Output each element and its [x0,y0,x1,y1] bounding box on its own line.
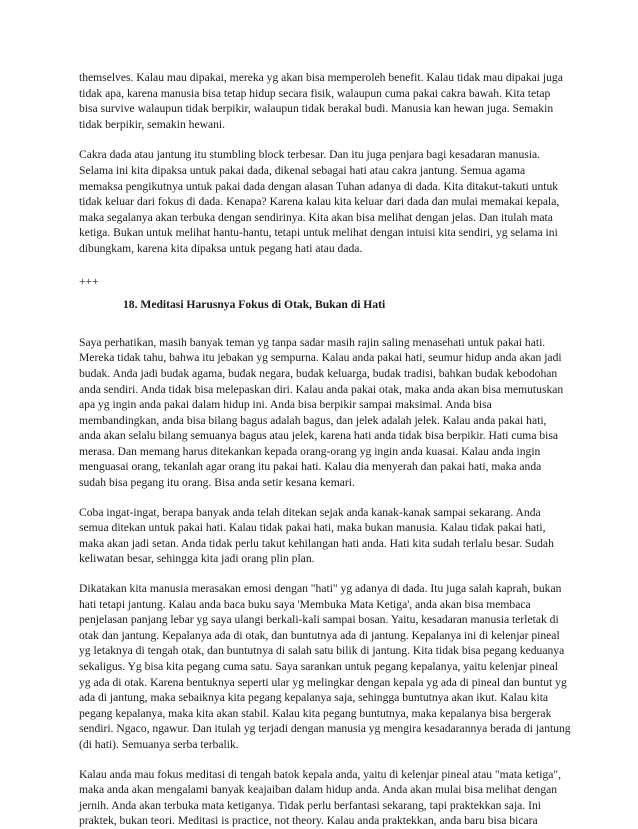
paragraph-kalau-anda-mau: Kalau anda mau fokus meditasi di tengah batok kepala anda, yaitu di kelenjar pineal atau "mata ketiga", maka anda akan mengalami banyak keajaiban dalam hidup anda. Anda akan mulai bisa melihat dengan jernih. Anda akan terbuka mata ketiganya. Tidak perlu berfantasi sekarang, tapi praktekkan saja. Ini praktek, bukan teori. Meditasi is practice, not theory. Kalau anda praktekkan, anda baru bisa bicara [79,767,562,828]
section-heading: 18. Meditasi Harusnya Fokus di Otak, Bukan di Hati [123,298,386,312]
paragraph-dikatakan: Dikatakan kita manusia merasakan emosi dengan "hati" yg adanya di dada. Itu juga salah kaprah, bukan hati tetapi jantung. Kalau anda baca buku saya 'Membuka Mata Ketiga', anda akan bisa membaca penjelasan panjang lebar yg saya ulangi berkali-kali sampai bosan. Yaitu, kesadaran manusia terletak di otak dan jantung. Kepalanya ada di otak, dan buntutnya ada di jantung. Kepalanya ini di kelenjar pineal yg letaknya di tengah otak, dan buntutnya di salah satu bilik di jantung. Kita tidak bisa pegang keduanya sekaligus. Yg bisa kita pegang cuma satu. Saya sarankan untuk pegang kepalanya, yaitu kelenjar pineal yg ada di otak. Karena bentuknya seperti ular yg melingkar dengan kepala yg ada di pineal dan buntut yg ada di jantung, maka sebaiknya kita pegang kepalanya saja, sehingga buntutnya akan ikut. Kalau kita pegang kepalanya, maka kita akan stabil. Kalau kita pegang buntutnya, maka kepalanya bisa bergerak sendiri. Ngaco, ngawur. Dan itulah yg terjadi dengan manusia yg mengira kesadarannya berada di jantung (di hati). Semuanya serba terbalik. [79,582,571,751]
document-page [79,70,571,829]
section-separator: +++ [79,274,99,288]
paragraph-coba-ingat: Coba ingat-ingat, berapa banyak anda telah ditekan sejak anda kanak-kanak sampai sekarang. Anda semua ditekan untuk pakai hati. Kalau tidak pakai hati, maka bukan manusia. Kalau tidak pakai hati, maka akan jadi setan. Anda tidak perlu takut kehilangan hati anda. Hati kita sudah terlalu besar. Sudah keliwatan besar, sehingga kita jadi orang plin plan. [79,505,554,566]
paragraph-cakra-dada: Cakra dada atau jantung itu stumbling block terbesar. Dan itu juga penjara bagi kesadaran manusia. Selama ini kita dipaksa untuk pakai dada, dikenal sebagai hati atau cakra jantung. Semua agama memaksa pengikutnya untuk pakai dada dengan alasan Tuhan adanya di dada. Kita ditakut-takuti untuk tidak keluar dari fokus di dada. Kenapa? Karena kalau kita keluar dari dada dan mulai memakai kepala, maka segalanya akan terbuka dengan sendirinya. Kita akan bisa melihat dengan jelas. Dan itulah mata ketiga. Bukan untuk melihat hantu-hantu, tetapi untuk melihat dengan intuisi kita sendiri, yg selama ini dibungkam, karena kita dipaksa untuk pegang hati atau dada. [79,148,560,255]
paragraph-themselves: themselves. Kalau mau dipakai, mereka yg akan bisa memperoleh benefit. Kalau tidak mau dipakai juga tidak apa, karena manusia bisa tetap hidup secara fisik, walaupun cuma pakai cakra bawah. Kita tetap bisa survive walaupun tidak berpikir, walaupun tidak berakal budi. Manusia kan hewan juga. Semakin tidak berpikir, semakin hewani. [79,71,563,131]
paragraph-saya-perhatikan: Saya perhatikan, masih banyak teman yg tanpa sadar masih rajin saling menasehati untuk pakai hati. Mereka tidak tahu, bahwa itu jebakan yg sempurna. Kalau anda pakai hati, seumur hidup anda akan jadi budak. Anda jadi budak agama, budak negara, budak keluarga, budak tradisi, bahkan budak kebodohan anda sendiri. Anda tidak bisa melepaskan diri. Kalau anda pakai otak, maka anda akan bisa memutuskan apa yg ingin anda pakai dalam hidup ini. Anda bisa berpikir sampai maksimal. Anda bisa membandingkan, anda bisa bilang bagus adalah bagus, dan jelek adalah jelek. Kalau anda pakai hati, anda akan selalu bilang semuanya bagus atau jelek, karena hati anda tidak bisa berpikir. Hati cuma bisa merasa. Dan memang harus ditekankan kepada orang-orang yg ingin anda kuasai. Kalau anda ingin menguasai orang, tekanlah agar orang itu pakai hati. Kalau dia menyerah dan pakai hati, maka anda sudah bisa pegang itu orang. Bisa anda setir kesana kemari. [79,335,564,490]
